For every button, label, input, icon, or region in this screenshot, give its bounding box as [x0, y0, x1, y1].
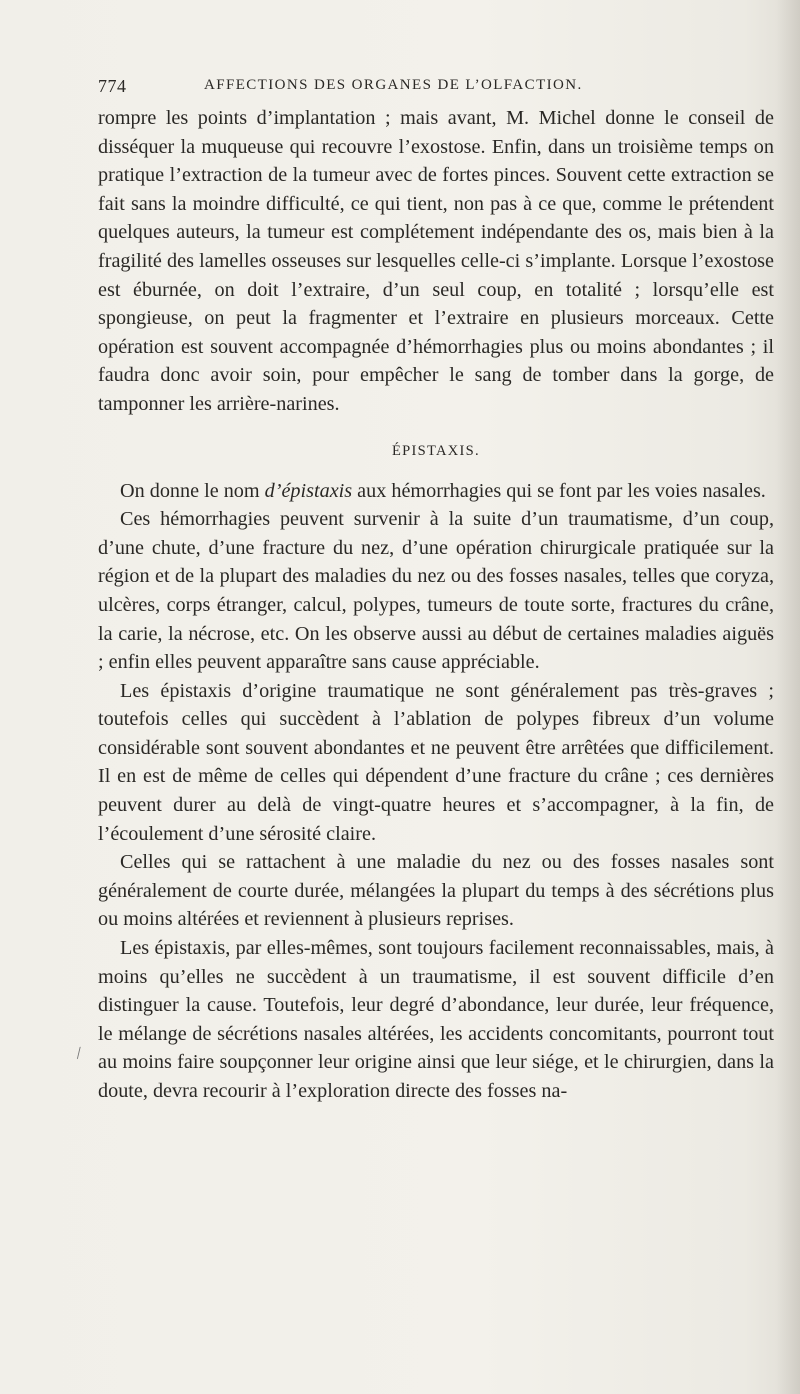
margin-pencil-mark: ⁄	[75, 1046, 83, 1062]
page-edge-shadow	[776, 0, 800, 1394]
paragraph-diagnosis: Les épistaxis, par elles-mêmes, sont toujours facilement reconnaissables, mais, à moins qu’elles ne succèdent à un traumatisme, il est souvent difficile d’en distinguer la cause. Toutefois, leur degré d’abondance, leur durée, leur fréquence, le mélange de sécrétions nasales altérées, les accidents concomitants, pourront tout au moins faire soupçonner leur origine ainsi que leur siége, et le chirurgien, dans la doute, devra recourir à l’exploration directe des fosses na-	[98, 937, 774, 1102]
definition-text-after: aux hémorrhagies qui se font par les voies nasales.	[352, 479, 766, 502]
definition-text-before: On donne le nom	[120, 479, 265, 502]
paragraph-definition	[98, 477, 774, 506]
defined-term: d’épistaxis	[264, 479, 353, 502]
text-body	[98, 104, 774, 1106]
running-header	[98, 76, 748, 98]
paragraph-nasal-disease: Celles qui se rattachent à une maladie du nez ou des fosses nasales sont généralement de courte durée, mélangées la plupart du temps à des sécrétions plus ou moins altérées et reviennent à plusieurs reprises.	[98, 851, 774, 931]
running-title: AFFECTIONS DES ORGANES DE L’OLFACTION.	[204, 77, 583, 93]
section-heading: ÉPISTAXIS.	[392, 442, 480, 459]
page-number: 774	[98, 76, 127, 96]
paragraph-traumatic: Les épistaxis d’origine traumatique ne sont généralement pas très-graves ; toutefois celles qui succèdent à l’ablation de polypes fibreux d’un volume considérable sont souvent abondantes et ne peuvent être arrêtées que difficilement. Il en est de même de celles qui dépendent d’une fracture du crâne ; ces dernières peuvent durer au delà de vingt-quatre heures et s’accompagner, à la fin, de l’écoulement d’une sérosité claire.	[98, 679, 774, 845]
paragraph-causes: Ces hémorrhagies peuvent survenir à la suite d’un traumatisme, d’un coup, d’une chute, d’une fracture du nez, d’une opération chirurgicale pratiquée sur la région et de la plupart des maladies du nez ou des fosses nasales, telles que coryza, ulcères, corps étranger, calcul, polypes, tumeurs de toute sorte, fractures du crâne, la carie, la nécrose, etc. On les observe aussi au début de certaines maladies aiguës ; enfin elles peuvent apparaître sans cause appréciable.	[98, 508, 774, 674]
paragraph-continued: rompre les points d’implantation ; mais avant, M. Michel donne le conseil de disséquer la muqueuse qui recouvre l’exostose. Enfin, dans un troisième temps on pratique l’extraction de la tumeur avec de fortes pinces. Souvent cette extraction se fait sans la moindre difficulté, ce qui tient, non pas à ce que, comme le prétendent quelques auteurs, la tumeur est complétement indépendante des os, mais bien à la fragilité des lamelles osseuses sur lesquelles celle-ci s’implante. Lorsque l’exostose est éburnée, on doit l’extraire, d’un seul coup, en totalité ; lorsqu’elle est spongieuse, on peut la fragmenter et l’extraire en plusieurs morceaux. Cette opération est souvent accompagnée d’hémorrhagies plus ou moins abondantes ; il faudra donc avoir soin, pour empêcher le sang de tomber dans la gorge, de tamponner les arrière-narines.	[98, 107, 774, 415]
